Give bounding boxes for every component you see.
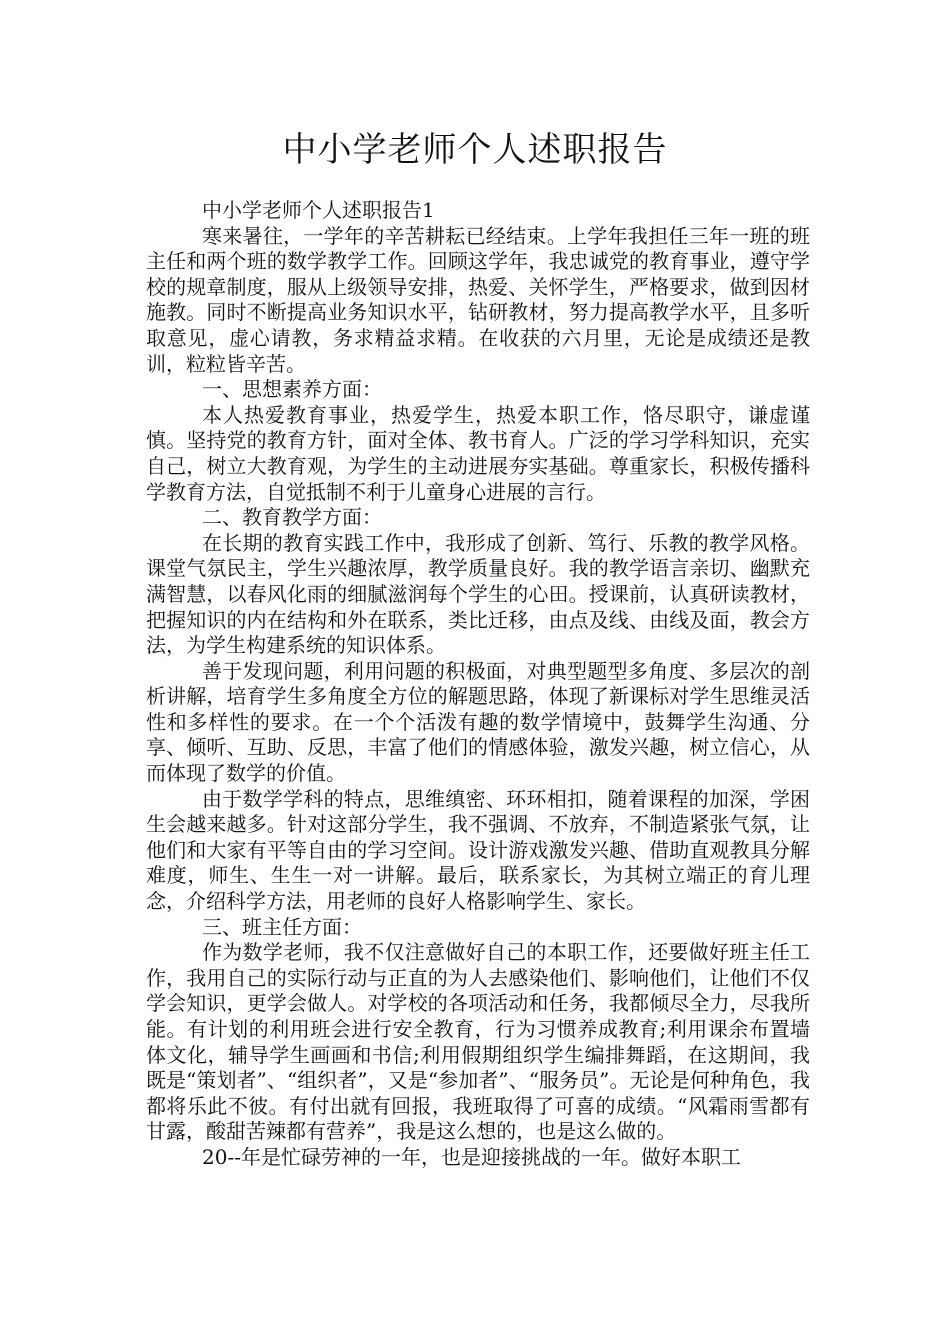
section-heading-ideology: 一、思想素养方面： xyxy=(202,377,382,402)
report-subtitle: 中小学老师个人述职报告1 xyxy=(202,198,435,222)
ideology-paragraph: 本人热爱教育事业，热爱学生，热爱本职工作，恪尽职守，谦虚谨慎。坚持党的教育方针，面对全体、教书育人。广泛的学习学科知识，充实自己，树立大教育观，为学生的主动进展夯实基础。尊重家长，积极传播科学教育方法，自觉抵制不利于儿童身心进展的言行。 xyxy=(146,402,810,504)
intro-paragraph: 寒来暑往，一学年的辛苦耕耘已经结束。上学年我担任三年一班的班主任和两个班的数学教学工作。回顾这学年，我忠诚党的教育事业，遵守学校的规章制度，服从上级领导安排，热爱、关怀学生，严格要求，做到因材施教。同时不断提高业务知识水平，钻研教材，努力提高教学水平，且多听取意见，虚心请教，务求精益求精。在收获的六月里，无论是成绩还是教训，粒粒皆辛苦。 xyxy=(146,223,810,376)
class-teacher-paragraph: 作为数学老师，我不仅注意做好自己的本职工作，还要做好班主任工作，我用自己的实际行动与正直的为人去感染他们、影响他们，让他们不仅学会知识，更学会做人。对学校的各项活动和任务，我都倾尽全力，尽我所能。有计划的利用班会进行安全教育，行为习惯养成教育;利用课余布置墙体文化，辅导学生画画和书信;利用假期组织学生编排舞蹈，在这期间，我既是“策划者”、“组织者”，又是“参加者”、“服务员”。无论是何种角色，我都将乐此不彼。有付出就有回报，我班取得了可喜的成绩。“风霜雨雪都有甘露，酸甜苦辣都有营养”，我是这么想的，也是这么做的。 xyxy=(146,940,810,1144)
teaching-paragraph-3: 由于数学学科的特点，思维缜密、环环相扣，随着课程的加深，学困生会越来越多。针对这部分学生，我不强调、不放弃，不制造紧张气氛，让他们和大家有平等自由的学习空间。设计游戏激发兴趣、借助直观教具分解难度，师生、生生一对一讲解。最后，联系家长，为其树立端正的育儿理念，介绍科学方法，用老师的良好人格影响学生、家长。 xyxy=(146,786,810,914)
teaching-paragraph-1: 在长期的教育实践工作中，我形成了创新、笃行、乐教的教学风格。课堂气氛民主，学生兴趣浓厚，教学质量良好。我的教学语言亲切、幽默充满智慧，以春风化雨的细腻滋润每个学生的心田。授课前，认真研读教材，把握知识的内在结构和外在联系，类比迁移，由点及线、由线及面，教会方法，为学生构建系统的知识体系。 xyxy=(146,530,810,658)
section-heading-class-teacher: 三、班主任方面： xyxy=(202,914,362,939)
section-heading-teaching: 二、教育教学方面： xyxy=(202,505,382,530)
closing-paragraph: 20--年是忙碌劳神的一年，也是迎接挑战的一年。做好本职工 xyxy=(202,1144,741,1169)
document-body xyxy=(146,198,810,1171)
teaching-paragraph-2: 善于发现问题，利用问题的积极面，对典型题型多角度、多层次的剖析讲解，培育学生多角度全方位的解题思路，体现了新课标对学生思维灵活性和多样性的要求。在一个个活泼有趣的数学情境中，鼓舞学生沟通、分享、倾听、互助、反思，丰富了他们的情感体验，激发兴趣，树立信心，从而体现了数学的价值。 xyxy=(146,658,810,786)
document-title: 中小学老师个人述职报告 xyxy=(282,130,668,170)
